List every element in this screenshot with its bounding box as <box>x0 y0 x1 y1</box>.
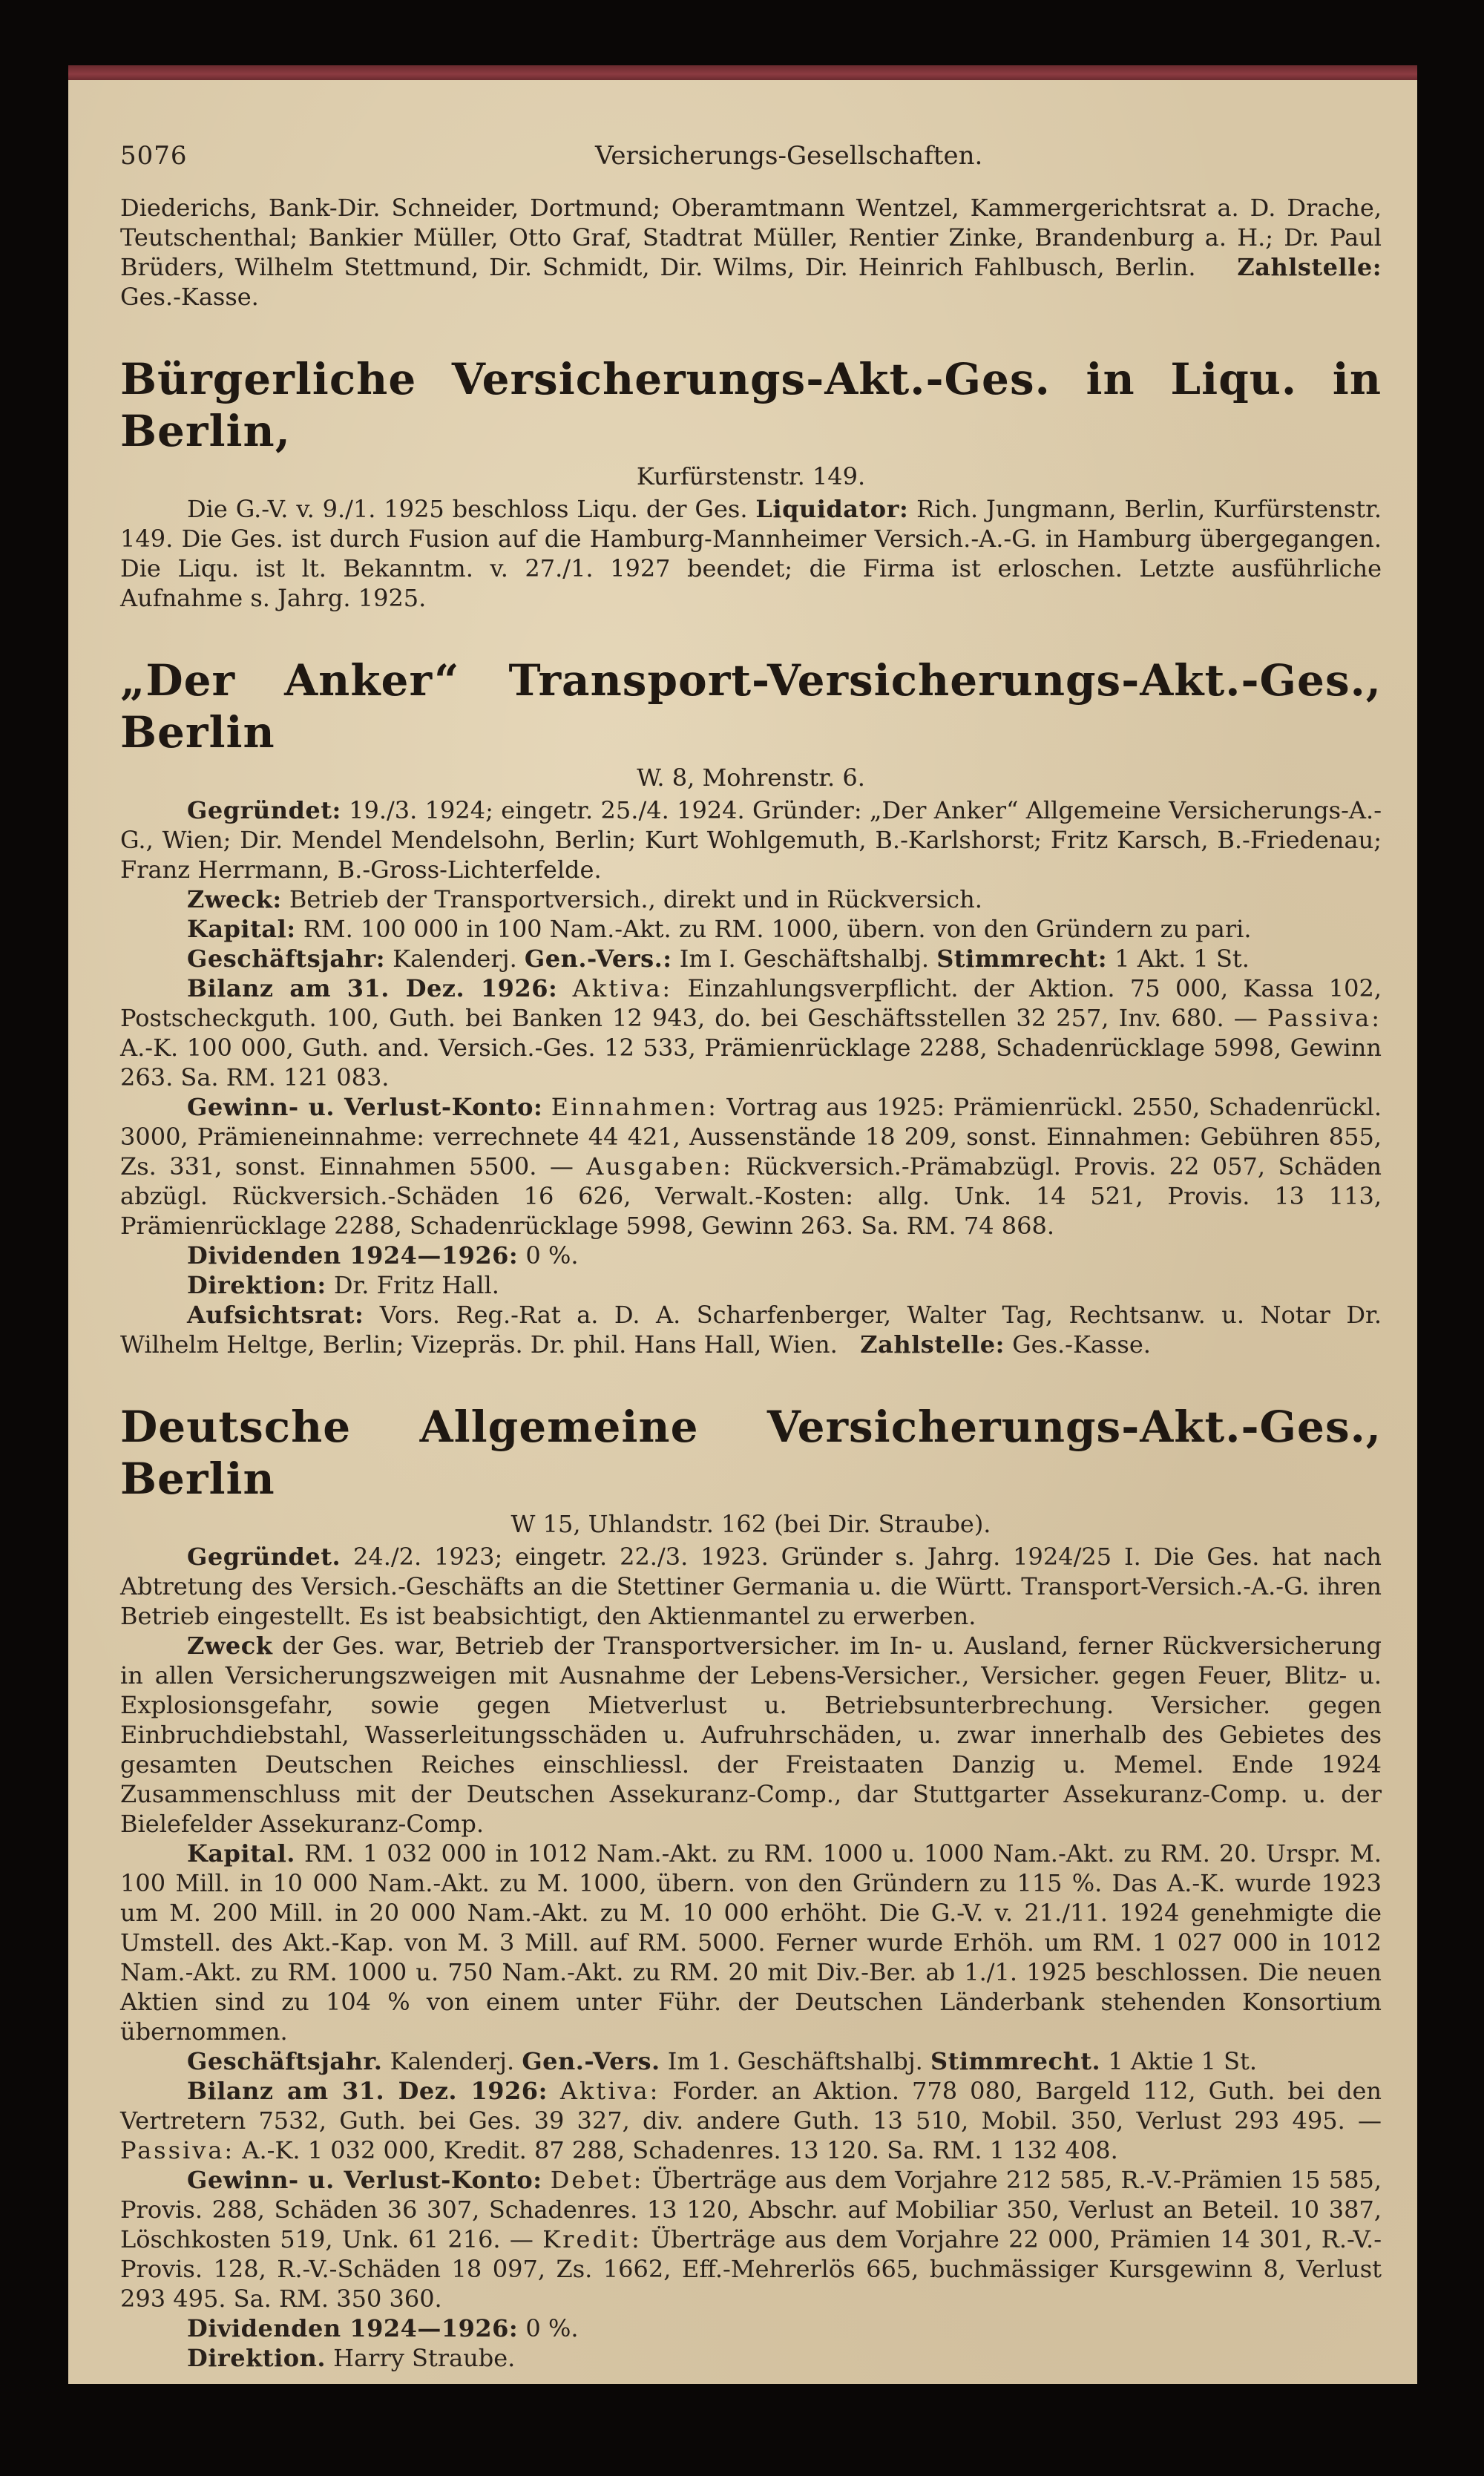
entry-address: Kurfürstenstr. 149. <box>636 462 866 490</box>
page-content <box>120 139 1382 2373</box>
entry-geschaeftsjahr: Geschäftsjahr. Kalenderj. Gen.-Vers. Im 1. Geschäftshalbj. Stimmrecht. 1 Aktie 1 St. <box>187 2047 1258 2075</box>
entry-title-deutsche-allgemeine: Deutsche Allgemeine Versicherungs-Akt.-Ges., Berlin <box>120 1402 1382 1504</box>
entry-gegruendet: Gegründet. 24./2. 1923; eingetr. 22./3. 1923. Gründer s. Jahrg. 1924/25 I. Die Ges. hat nach Abtretung des Versich.-Geschäfts an die Stettiner Germania u. die Württ. Transport-Versich.-A.-G. ihren Betrieb eingestellt. Es ist beabsichtigt, den Aktienmantel zu erwerben. <box>120 1543 1382 1630</box>
running-title: Versicherungs-Gesellschaften. <box>595 141 983 171</box>
entry-dividenden: Dividenden 1924—1926: 0 %. <box>187 2314 579 2342</box>
entry-zweck: Zweck: Betrieb der Transportversich., direkt und in Rückversich. <box>187 885 982 913</box>
book-page <box>68 80 1417 2384</box>
entry-zweck: Zweck der Ges. war, Betrieb der Transportversicher. im In- u. Ausland, ferner Rückversicherung in allen Versicherungszweigen mit Ausnahme der Lebens-Versicher., Versicher. gegen Feuer, Blitz- u. Explosionsgefahr, sowie gegen Mietverlust u. Betriebsunterbrechung. Versicher. gegen Einbruchdiebstahl, Wasserleitungsschäden u. Aufruhrschäden, u. zwar innerhalb des Gebietes des gesamten Deutschen Reiches einschliessl. der Freistaaten Danzig u. Memel. Ende 1924 Zusammenschluss mit der Deutschen Assekuranz-Comp., dar Stuttgarter Assekuranz-Comp. u. der Bielefelder Assekuranz-Comp. <box>120 1632 1382 1838</box>
entry-dividenden: Dividenden 1924—1926: 0 %. <box>187 1241 579 1270</box>
entry-kapital: Kapital: RM. 100 000 in 100 Nam.-Akt. zu RM. 1000, übern. von den Gründern zu pari. <box>187 915 1252 943</box>
entry-paragraph: Die G.-V. v. 9./1. 1925 beschloss Liqu. der Ges. Liquidator: Rich. Jungmann, Berlin, Kurfürstenstr. 149. Die Ges. ist durch Fusion auf die Hamburg-Mannheimer Versich.-A.-G. in Hamburg übergegangen. Die Liqu. ist lt. Bekanntm. v. 27./1. 1927 beendet; die Firma ist erloschen. Letzte ausführliche Aufnahme s. Jahrg. 1925. <box>120 495 1382 612</box>
entry-aufsichtsrat: Aufsichtsrat: Vors. Reg.-Rat a. D. A. Scharfenberger, Walter Tag, Rechtsanw. u. Notar Dr. Wilhelm Heltge, Berlin; Vizepräs. Dr. phil. Hans Hall, Wien. Zahlstelle: Ges.-Kasse. <box>120 1301 1382 1359</box>
entry-address: W 15, Uhlandstr. 162 (bei Dir. Straube). <box>510 1510 991 1538</box>
entry-bilanz: Bilanz am 31. Dez. 1926: Aktiva: Forder. an Aktion. 778 080, Bargeld 112, Guth. bei den Vertretern 7532, Guth. bei Ges. 39 327, div. andere Guth. 13 510, Mobil. 350, Verlust 293 495. — Passiva: A.-K. 1 032 000, Kredit. 87 288, Schadenres. 13 120. Sa. RM. 1 132 408. <box>120 2077 1382 2164</box>
entry-direktion: Direktion. Harry Straube. <box>187 2344 516 2372</box>
page-header <box>120 139 1382 172</box>
page-number: 5076 <box>120 141 188 171</box>
entry-guv: Gewinn- u. Verlust-Konto: Einnahmen: Vortrag aus 1925: Prämienrückl. 2550, Schadenrückl. 3000, Prämieneinnahme: verrechnete 44 421, Aussenstände 18 209, sonst. Einnahmen: Gebühren 855, Zs. 331, sonst. Einnahmen 5500. — Ausgaben: Rückversich.-Prämabzügl. Provis. 22 057, Schäden abzügl. Rückversich.-Schäden 16 626, Verwalt.-Kosten: allg. Unk. 14 521, Provis. 13 113, Prämienrücklage 2288, Schadenrücklage 5998, Gewinn 263. Sa. RM. 74 868. <box>120 1093 1382 1240</box>
entry-direktion: Direktion: Dr. Fritz Hall. <box>187 1271 499 1299</box>
entry-title-buergerliche: Bürgerliche Versicherungs-Akt.-Ges. in Liqu. in Berlin, <box>120 354 1382 456</box>
entry-gegruendet: Gegründet: 19./3. 1924; eingetr. 25./4. 1924. Gründer: „Der Anker“ Allgemeine Versicherungs-A.-G., Wien; Dir. Mendel Mendelsohn, Berlin; Kurt Wohlgemuth, B.-Karlshorst; Fritz Karsch, B.-Friedenau; Franz Herrmann, B.-Gross-Lichterfelde. <box>120 796 1382 884</box>
entry-guv: Gewinn- u. Verlust-Konto: Debet: Überträge aus dem Vorjahre 212 585, R.-V.-Prämien 15 585, Provis. 288, Schäden 36 307, Schadenres. 13 120, Abschr. auf Mobiliar 350, Verlust an Beteil. 10 387, Löschkosten 519, Unk. 61 216. — Kredit: Überträge aus dem Vorjahre 22 000, Prämien 14 301, R.-V.-Provis. 128, R.-V.-Schäden 18 097, Zs. 1662, Eff.-Mehrerlös 665, buchmässiger Kursgewinn 8, Verlust 293 495. Sa. RM. 350 360. <box>120 2166 1382 2313</box>
continuation-paragraph: Diederichs, Bank-Dir. Schneider, Dortmund; Oberamtmann Wentzel, Kammergerichtsrat a. D. Drache, Teutschenthal; Bankier Müller, Otto Graf, Stadtrat Müller, Rentier Zinke, Brandenburg a. H.; Dr. Paul Brüders, Wilhelm Stettmund, Dir. Schmidt, Dir. Wilms, Dir. Heinrich Fahlbusch, Berlin. Zahlstelle: Ges.-Kasse. <box>120 194 1382 311</box>
entry-geschaeftsjahr: Geschäftsjahr: Kalenderj. Gen.-Vers.: Im I. Geschäftshalbj. Stimmrecht: 1 Akt. 1 St. <box>187 945 1250 973</box>
entry-kapital: Kapital. RM. 1 032 000 in 1012 Nam.-Akt. zu RM. 1000 u. 1000 Nam.-Akt. zu RM. 20. Urspr. M. 100 Mill. in 10 000 Nam.-Akt. zu M. 1000, übern. von den Gründern zu 115 %. Das A.-K. wurde 1923 um M. 200 Mill. in 20 000 Nam.-Akt. zu M. 10 000 erhöht. Die G.-V. v. 21./11. 1924 genehmigte die Umstell. des Akt.-Kap. von M. 3 Mill. auf RM. 5000. Ferner wurde Erhöh. um RM. 1 027 000 in 1012 Nam.-Akt. zu RM. 1000 u. 750 Nam.-Akt. zu RM. 20 mit Div.-Ber. ab 1./1. 1925 beschlossen. Die neuen Aktien sind zu 104 % von einem unter Führ. der Deutschen Länderbank stehenden Konsortium übernommen. <box>120 1839 1382 2046</box>
entry-bilanz: Bilanz am 31. Dez. 1926: Aktiva: Einzahlungsverpflicht. der Aktion. 75 000, Kassa 102, Postscheckguth. 100, Guth. bei Banken 12 943, do. bei Geschäftsstellen 32 257, Inv. 680. — Passiva: A.-K. 100 000, Guth. and. Versich.-Ges. 12 533, Prämienrücklage 2288, Schadenrücklage 5998, Gewinn 263. Sa. RM. 121 083. <box>120 974 1382 1091</box>
entry-address: W. 8, Mohrenstr. 6. <box>637 764 865 792</box>
entry-title-der-anker: „Der Anker“ Transport-Versicherungs-Akt.-Ges., Berlin <box>120 655 1382 758</box>
